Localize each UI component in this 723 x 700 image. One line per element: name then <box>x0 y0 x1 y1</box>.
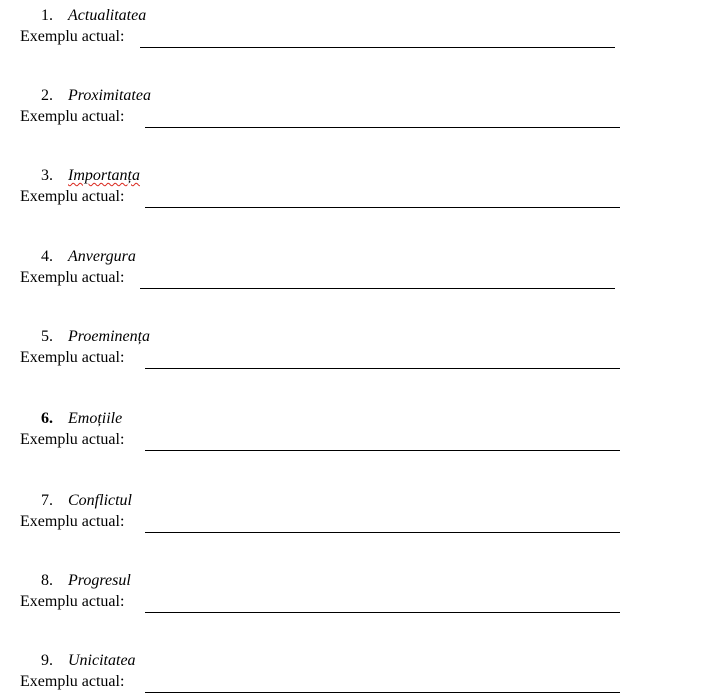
list-item <box>0 6 723 50</box>
item-heading <box>41 491 132 511</box>
list-item <box>0 86 723 130</box>
item-heading <box>41 571 131 591</box>
answer-line[interactable] <box>145 532 620 533</box>
list-item <box>0 491 723 535</box>
example-label: Exemplu actual: <box>20 108 125 125</box>
example-label: Exemplu actual: <box>20 431 125 448</box>
example-label: Exemplu actual: <box>20 28 125 45</box>
list-item <box>0 247 723 291</box>
item-number: 6. <box>41 410 53 427</box>
item-title: Progresul <box>68 572 131 589</box>
item-heading <box>41 247 136 267</box>
item-title: Conflictul <box>68 492 132 509</box>
answer-line[interactable] <box>145 450 620 451</box>
answer-line[interactable] <box>145 612 620 613</box>
item-title: Actualitatea <box>68 7 147 24</box>
item-title: Unicitatea <box>68 652 136 669</box>
item-heading <box>41 166 140 186</box>
item-heading <box>41 409 122 429</box>
item-heading <box>41 327 150 347</box>
item-number: 5. <box>41 328 53 345</box>
item-title: Emoțiile <box>68 410 123 427</box>
item-heading <box>41 651 136 671</box>
answer-line[interactable] <box>145 207 620 208</box>
item-number: 8. <box>41 572 53 589</box>
item-number: 9. <box>41 652 53 669</box>
item-title: Anvergura <box>68 248 136 265</box>
answer-line[interactable] <box>145 368 620 369</box>
item-number: 7. <box>41 492 53 509</box>
answer-line[interactable] <box>140 47 615 48</box>
example-label: Exemplu actual: <box>20 673 125 690</box>
answer-line[interactable] <box>145 127 620 128</box>
item-number: 2. <box>41 87 53 104</box>
answer-line[interactable] <box>145 692 620 693</box>
example-label: Exemplu actual: <box>20 513 125 530</box>
list-item <box>0 409 723 453</box>
example-label: Exemplu actual: <box>20 593 125 610</box>
item-number: 1. <box>41 7 53 24</box>
list-item <box>0 571 723 615</box>
item-title: Proximitatea <box>68 87 151 104</box>
item-number: 3. <box>41 167 53 184</box>
example-label: Exemplu actual: <box>20 269 125 286</box>
answer-line[interactable] <box>140 288 615 289</box>
list-item <box>0 651 723 695</box>
list-item <box>0 166 723 210</box>
item-heading <box>41 6 146 26</box>
list-item <box>0 327 723 371</box>
item-title: Importanța <box>68 167 140 184</box>
example-label: Exemplu actual: <box>20 188 125 205</box>
example-label: Exemplu actual: <box>20 349 125 366</box>
item-title: Proeminența <box>68 328 151 345</box>
item-heading <box>41 86 151 106</box>
item-number: 4. <box>41 248 53 265</box>
